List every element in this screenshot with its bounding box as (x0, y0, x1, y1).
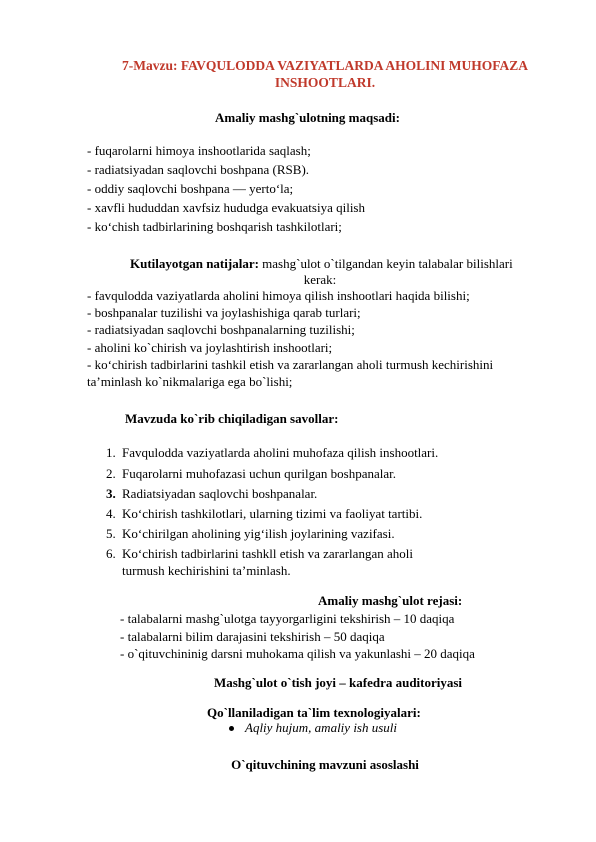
results-heading (130, 256, 513, 272)
question-text-6: Ko‘chirish tadbirlarini tashkll etish va zararlangan aholi (122, 546, 413, 561)
question-num-4: 4. (106, 506, 116, 521)
aims-heading: Amaliy mashg`ulotning maqsadi: (215, 110, 400, 125)
question-num-1: 1. (106, 445, 116, 460)
question-text-4: Ko‘chirish tashkilotlari, ularning tizimi va faoliyat tartibi. (122, 506, 423, 521)
question-num-5: 5. (106, 526, 116, 541)
question-text-6-line-2: turmush kechirishini ta’minlash. (122, 563, 291, 578)
plan-item-3: - o`qituvchininig darsni muhokama qilish va yakunlashi – 20 daqiqa (120, 646, 475, 661)
aims-item-3: - oddiy saqlovchi boshpana — yerto‘la; (87, 181, 294, 196)
results-heading-rest: mashg`ulot o`tilgandan keyin talabalar bilishlari (258, 256, 513, 271)
bullet-icon (229, 726, 234, 731)
results-item-4: - aholini ko`chirish va joylashtirish inshootlari; (87, 340, 333, 355)
aims-item-1: - fuqarolarni himoya inshootlarida saqlash; (87, 143, 311, 158)
question-text-2: Fuqarolarni muhofazasi uchun qurilgan boshpanalar. (122, 466, 397, 481)
results-item-3: - radiatsiyadan saqlovchi boshpanalarning tuzilishi; (87, 322, 355, 337)
venue-line: Mashg`ulot o`tish joyi – kafedra auditoriyasi (213, 675, 463, 690)
title-line-1: 7-Mavzu: FAVQULODDA VAZIYATLARDA AHOLINI MUHOFAZA (121, 58, 529, 73)
question-text-3: Radiatsiyadan saqlovchi boshpanalar. (122, 486, 318, 501)
plan-item-1: - talabalarni mashg`ulotga tayyorgarligini tekshirish – 10 daqiqa (120, 611, 455, 626)
results-heading-line-2: kerak: (303, 272, 337, 287)
results-item-1: - favqulodda vaziyatlarda aholini himoya qilish inshootlari haqida bilishi; (87, 288, 470, 303)
question-num-6: 6. (106, 546, 116, 561)
technologies-item-1: Aqliy hujum, amaliy ish usuli (245, 720, 398, 735)
title-line-2: INSHOOTLARI. (274, 75, 376, 90)
question-text-1: Favqulodda vaziyatlarda aholini muhofaza qilish inshootlari. (122, 445, 439, 460)
results-item-6: ta’minlash ko`nikmalariga ega bo`lishi; (87, 374, 293, 389)
results-item-5: - ko‘chirish tadbirlarini tashkil etish va zararlangan aholi turmush kechirishini (87, 357, 494, 372)
question-num-2: 2. (106, 466, 116, 481)
teacher-heading: O`qituvchining mavzuni asoslashi (231, 757, 419, 772)
aims-item-5: - ko‘chish tadbirlarining boshqarish tashkilotlari; (87, 219, 342, 234)
aims-item-2: - radiatsiyadan saqlovchi boshpana (RSB). (87, 162, 310, 177)
results-heading-bold: Kutilayotgan natijalar: (130, 256, 259, 271)
results-item-2: - boshpanalar tuzilishi va joylashishiga qarab turlari; (87, 305, 361, 320)
plan-item-2: - talabalarni bilim darajasini tekshirish – 50 daqiqa (120, 629, 385, 644)
aims-item-4: - xavfli hududdan xavfsiz hududga evakuatsiya qilish (87, 200, 365, 215)
question-text-5: Ko‘chirilgan aholining yig‘ilish joylarining vazifasi. (122, 526, 395, 541)
question-num-3: 3. (106, 486, 116, 501)
questions-heading: Mavzuda ko`rib chiqiladigan savollar: (125, 411, 339, 426)
plan-heading: Amaliy mashg`ulot rejasi: (318, 593, 463, 608)
technologies-heading: Qo`llaniladigan ta`lim texnologiyalari: (207, 705, 421, 720)
